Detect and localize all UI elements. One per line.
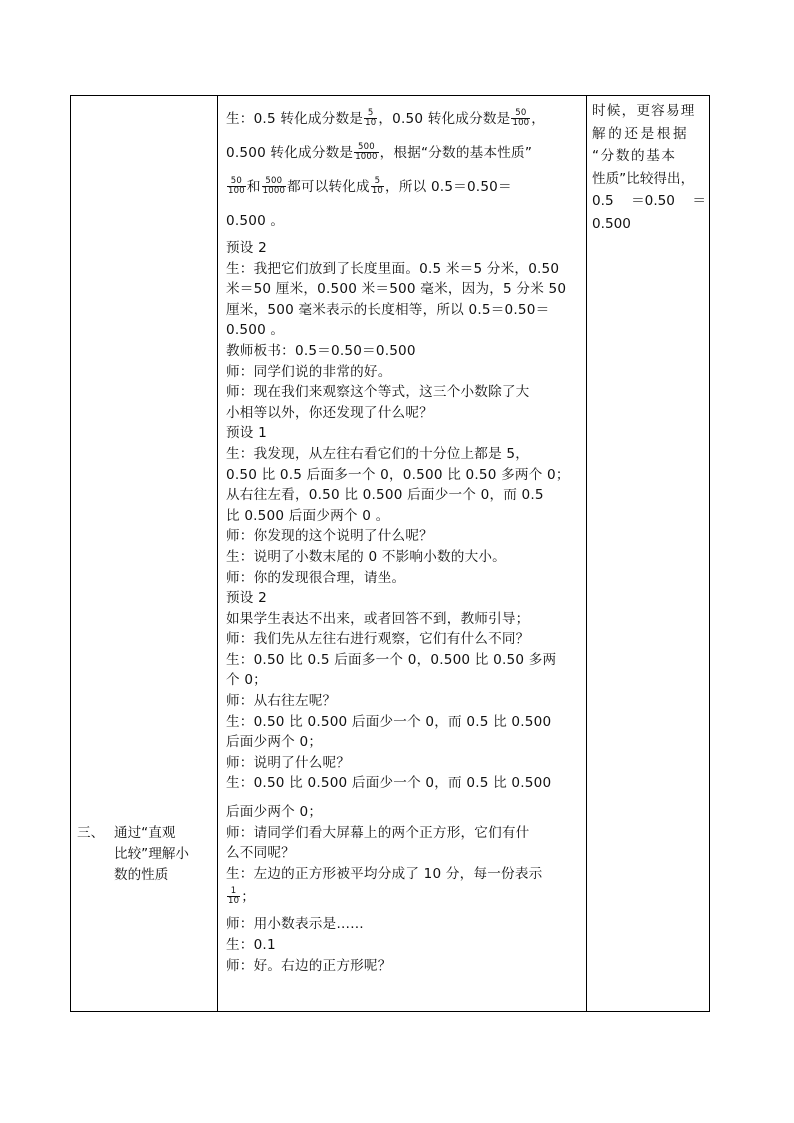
dialogue-line: 师：好。右边的正方形呢？ — [226, 957, 392, 974]
text: ＝0.50 — [631, 193, 675, 209]
process-column — [218, 96, 586, 1011]
fraction — [511, 109, 530, 128]
fraction — [262, 177, 286, 196]
text: 和 — [246, 179, 261, 195]
text: ，所以 0.5＝0.50＝ — [385, 179, 512, 195]
intent-equation — [592, 190, 706, 213]
dialogue-line: 米＝50 厘米，0.500 米＝500 毫米，因为，5 分米 50 — [226, 281, 567, 298]
fraction — [364, 109, 377, 128]
fraction-denominator: 10 — [371, 185, 384, 196]
text: ，0.50 转化成分数是 — [378, 111, 511, 127]
dialogue-line: 预设 1 — [226, 425, 267, 442]
dialogue-line: 师：现在我们来观察这个等式，这三个小数除了大 — [226, 384, 530, 401]
answer-line — [226, 102, 580, 136]
dialogue-line: 预设 2 — [226, 590, 267, 607]
dialogue-line: 厘米，500 毫米表示的长度相等，所以 0.5＝0.50＝ — [226, 301, 550, 318]
text: 0.5 — [592, 193, 614, 209]
dialogue-line: 后面少两个 0； — [226, 804, 323, 821]
stage-title-line: 比较”理解小 — [114, 846, 190, 862]
stage-title — [114, 823, 214, 886]
fraction-denominator: 10 — [228, 895, 240, 906]
dialogue-line: 生：0.1 — [226, 937, 276, 953]
answer-line — [226, 136, 580, 170]
intent-line: 0.500 — [592, 215, 631, 232]
fraction-numerator: 50 — [227, 177, 246, 187]
dialogue-line: 师：你发现的这个说明了什么呢？ — [226, 528, 433, 545]
intent-column — [587, 96, 711, 1011]
dialogue-block — [226, 802, 580, 884]
dialogue-line: 生：左边的正方形被平均分成了 10 分，每一份表示 — [226, 865, 543, 882]
dialogue-line: 师：你的发现很合理，请坐。 — [226, 569, 406, 586]
dialogue-line: 如果学生表达不出来，或者回答不到，教师引导； — [226, 610, 530, 627]
stage-title-line: 数的性质 — [114, 867, 169, 883]
text: 都可以转化成 — [287, 179, 370, 195]
dialogue-line: 生：我把它们放到了长度里面。0.5 米＝5 分米，0.50 — [226, 260, 560, 277]
intent-line: 时候，更容易理 — [592, 103, 696, 119]
dialogue-line: 0.500 。 — [226, 322, 285, 339]
fraction-numerator: 50 — [511, 109, 530, 119]
dialogue-line: 生：说明了小数末尾的 0 不影响小数的大小。 — [226, 548, 506, 565]
dialogue-line: 师：从右往左呢？ — [226, 693, 337, 710]
fraction-denominator: 1000 — [262, 185, 286, 196]
dialogue-line: 后面少两个 0； — [226, 734, 323, 751]
fraction-numerator: 1 — [227, 887, 240, 897]
intent-line: 性质”比较得出， — [592, 170, 695, 187]
fraction-denominator: 1000 — [355, 151, 378, 162]
dialogue-line: 师：同学们说的非常的好。 — [226, 363, 392, 380]
intent-text — [592, 100, 706, 235]
dialogue-line: 师：请同学们看大屏幕上的两个正方形，它们有什 — [226, 824, 530, 841]
fraction-numerator: 5 — [364, 109, 377, 119]
dialogue-line: 0.50 比 0.5 后面多一个 0，0.500 比 0.50 多两个 0； — [226, 466, 570, 483]
answer-line — [226, 884, 580, 910]
dialogue-line: 小相等以外，你还发现了什么呢？ — [226, 404, 433, 421]
fraction-denominator: 100 — [228, 185, 245, 196]
stage-number: 三、 — [77, 825, 105, 841]
dialogue-line: 生：0.50 比 0.500 后面少一个 0，而 0.5 比 0.500 — [226, 713, 552, 730]
text: ， — [531, 111, 546, 127]
dialogue-line: 生：0.50 比 0.500 后面少一个 0，而 0.5 比 0.500 — [226, 775, 552, 792]
intent-line: “分数的基本 — [592, 148, 677, 164]
fraction — [371, 177, 384, 196]
dialogue-line: 从右往左看，0.50 比 0.500 后面少一个 0，而 0.5 — [226, 487, 544, 504]
dialogue-block — [226, 914, 580, 976]
dialogue-line: 比 0.500 后面少两个 0 。 — [226, 507, 390, 524]
lesson-table — [70, 95, 710, 1012]
fraction-numerator: 500 — [354, 143, 378, 153]
dialogue-line: 预设 2 — [226, 240, 267, 256]
fraction — [227, 887, 240, 906]
text: ，根据“分数的基本性质” — [379, 145, 533, 161]
fraction-denominator: 10 — [365, 117, 377, 128]
dialogue-line: 么不同呢？ — [226, 845, 295, 862]
dialogue-line: 生：0.50 比 0.5 后面多一个 0，0.500 比 0.50 多两 — [226, 651, 557, 668]
text: 0.500 转化成分数是 — [226, 145, 354, 161]
dialogue-line: 师：说明了什么呢？ — [226, 754, 351, 771]
stage-column — [71, 96, 217, 1011]
text: ； — [241, 889, 256, 906]
stage-title-line: 通过“直观 — [114, 825, 176, 841]
intent-line: 解的还是根据 — [592, 125, 690, 142]
dialogue-block — [226, 238, 580, 794]
dialogue-line: 生：我发现，从左往右看它们的十分位上都是 5， — [226, 445, 530, 462]
text: ＝ — [692, 193, 706, 209]
dialogue-line: 个 0； — [226, 672, 267, 689]
answer-line: 0.500 。 — [226, 213, 285, 229]
dialogue-line: 师：用小数表示是…… — [226, 916, 364, 933]
fraction — [354, 143, 378, 162]
fraction-numerator: 500 — [262, 177, 286, 187]
fraction-denominator: 100 — [512, 117, 530, 128]
answer-line — [226, 170, 580, 204]
text: 生：0.5 转化成分数是 — [226, 111, 364, 127]
dialogue-line: 师：我们先从左往右进行观察，它们有什么不同？ — [226, 631, 530, 648]
fraction — [227, 177, 246, 196]
dialogue-line: 教师板书：0.5＝0.50＝0.500 — [226, 342, 416, 359]
fraction-numerator: 5 — [371, 177, 384, 187]
